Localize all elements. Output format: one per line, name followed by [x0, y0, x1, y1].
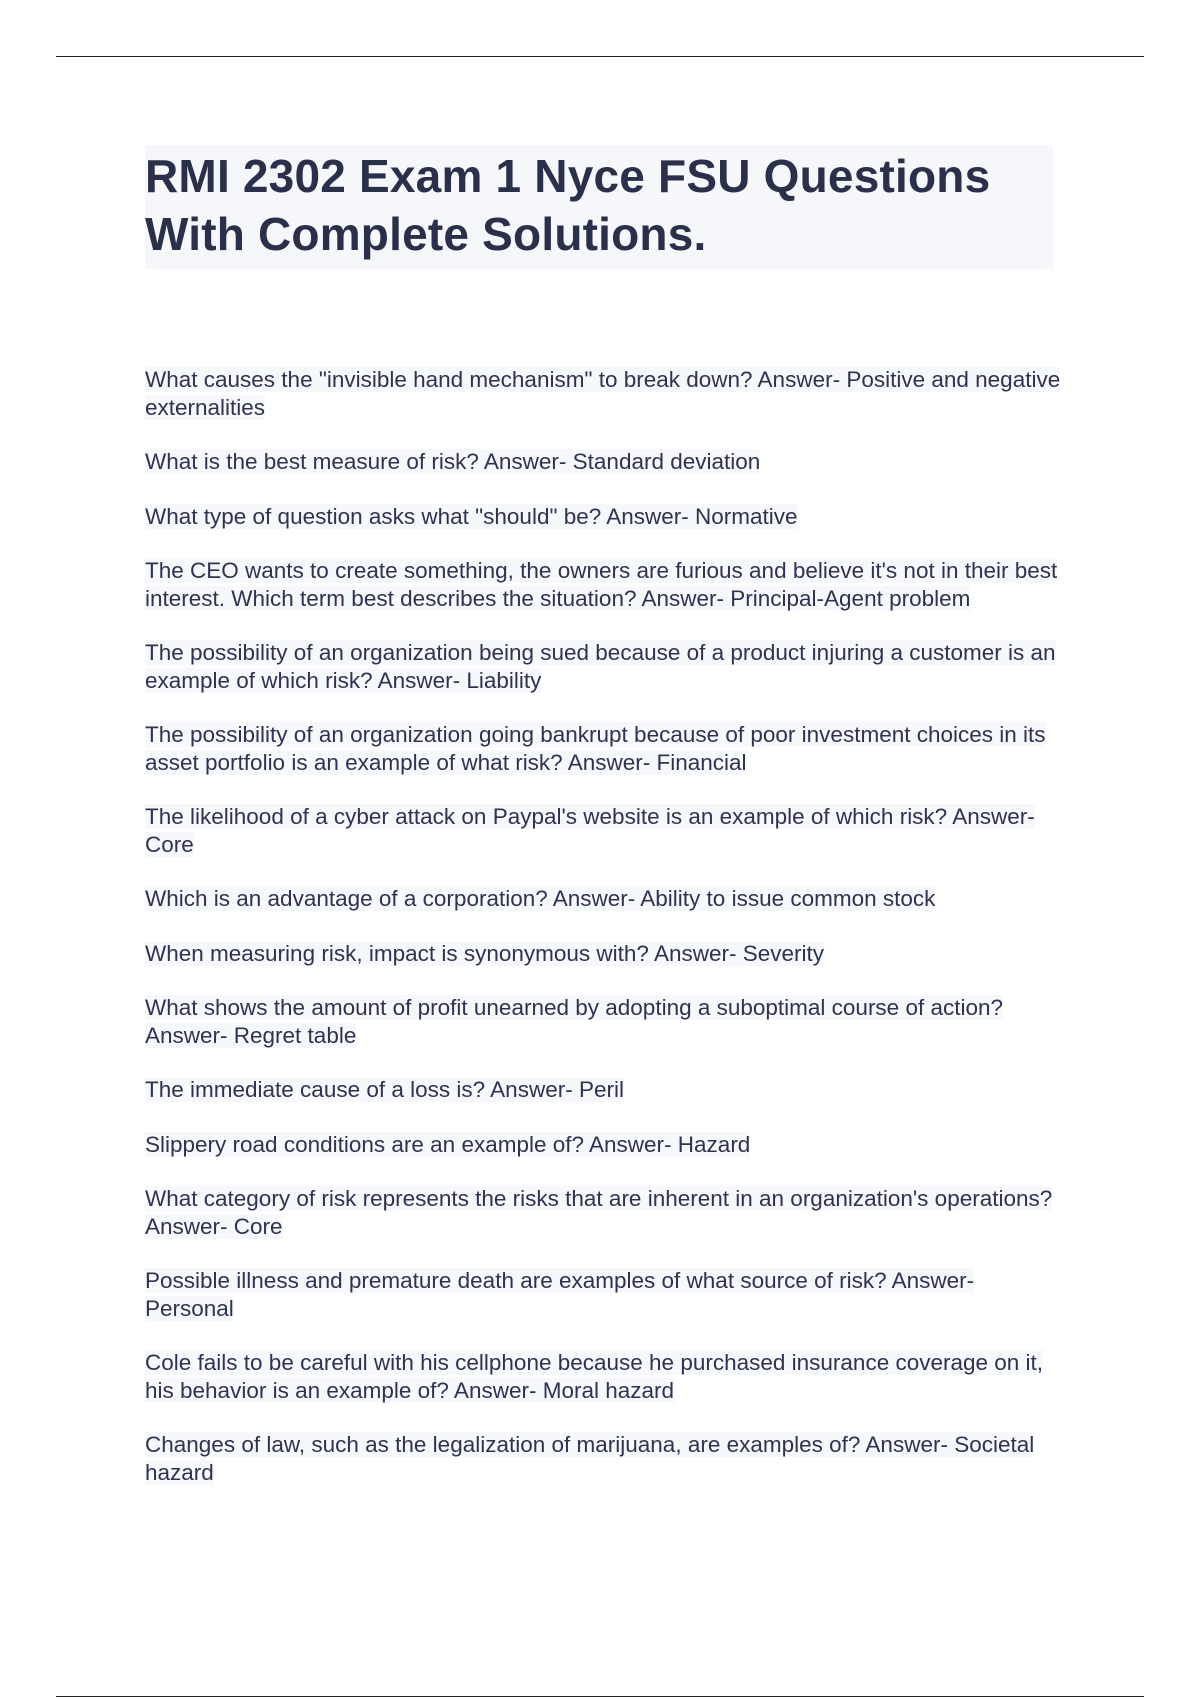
qa-text: The possibility of an organization being sued because of a product injuring a customer is an example of which risk? Answer- Liability: [145, 640, 1056, 693]
qa-item: [145, 721, 1065, 776]
qa-item: [145, 1349, 1065, 1404]
qa-text: Changes of law, such as the legalization of marijuana, are examples of? Answer- Societal hazard: [145, 1432, 1035, 1485]
qa-text: The likelihood of a cyber attack on Paypal's website is an example of which risk? Answer- Core: [145, 804, 1035, 857]
qa-item: [145, 1131, 1065, 1159]
qa-text: The CEO wants to create something, the owners are furious and believe it's not in their best interest. Which term best describes the situation? Answer- Principal-Agent problem: [145, 558, 1058, 611]
qa-text: What causes the "invisible hand mechanism" to break down? Answer- Positive and negative externalities: [145, 367, 1061, 420]
footer-rule: [56, 1696, 1144, 1697]
qa-text: Which is an advantage of a corporation? Answer- Ability to issue common stock: [145, 886, 936, 911]
qa-text: Slippery road conditions are an example of? Answer- Hazard: [145, 1131, 751, 1157]
qa-text: The immediate cause of a loss is? Answer- Peril: [145, 1077, 624, 1102]
qa-item: [145, 639, 1065, 694]
qa-text: What category of risk represents the risks that are inherent in an organization's operations? Answer- Core: [145, 1186, 1053, 1239]
qa-text: What is the best measure of risk? Answer- Standard deviation: [145, 449, 761, 474]
qa-text: Cole fails to be careful with his cellphone because he purchased insurance coverage on it, his behavior is an example of? Answer- Moral hazard: [145, 1350, 1044, 1403]
qa-item: [145, 448, 1065, 476]
qa-item: [145, 557, 1065, 612]
qa-item: [145, 885, 1065, 913]
header-rule: [56, 56, 1144, 57]
qa-item: [145, 803, 1065, 858]
qa-item: [145, 366, 1065, 421]
qa-text: Possible illness and premature death are examples of what source of risk? Answer- Personal: [145, 1268, 975, 1321]
qa-text: What shows the amount of profit unearned by adopting a suboptimal course of action? Answer- Regret table: [145, 995, 1004, 1048]
qa-text: When measuring risk, impact is synonymous with? Answer- Severity: [145, 940, 824, 966]
qa-item: [145, 940, 1065, 968]
qa-item: [145, 1076, 1065, 1104]
qa-text: What type of question asks what "should" be? Answer- Normative: [145, 503, 798, 529]
qa-list: [145, 366, 1065, 1513]
qa-text: The possibility of an organization going bankrupt because of poor investment choices in its asset portfolio is an example of what risk? Answer- Financial: [145, 722, 1046, 775]
qa-item: [145, 1185, 1065, 1240]
document-title: RMI 2302 Exam 1 Nyce FSU Questions With Complete Solutions.: [145, 150, 991, 260]
qa-item: [145, 503, 1065, 531]
qa-item: [145, 1431, 1065, 1486]
qa-item: [145, 1267, 1065, 1322]
title-block: [145, 145, 1053, 269]
qa-item: [145, 994, 1065, 1049]
